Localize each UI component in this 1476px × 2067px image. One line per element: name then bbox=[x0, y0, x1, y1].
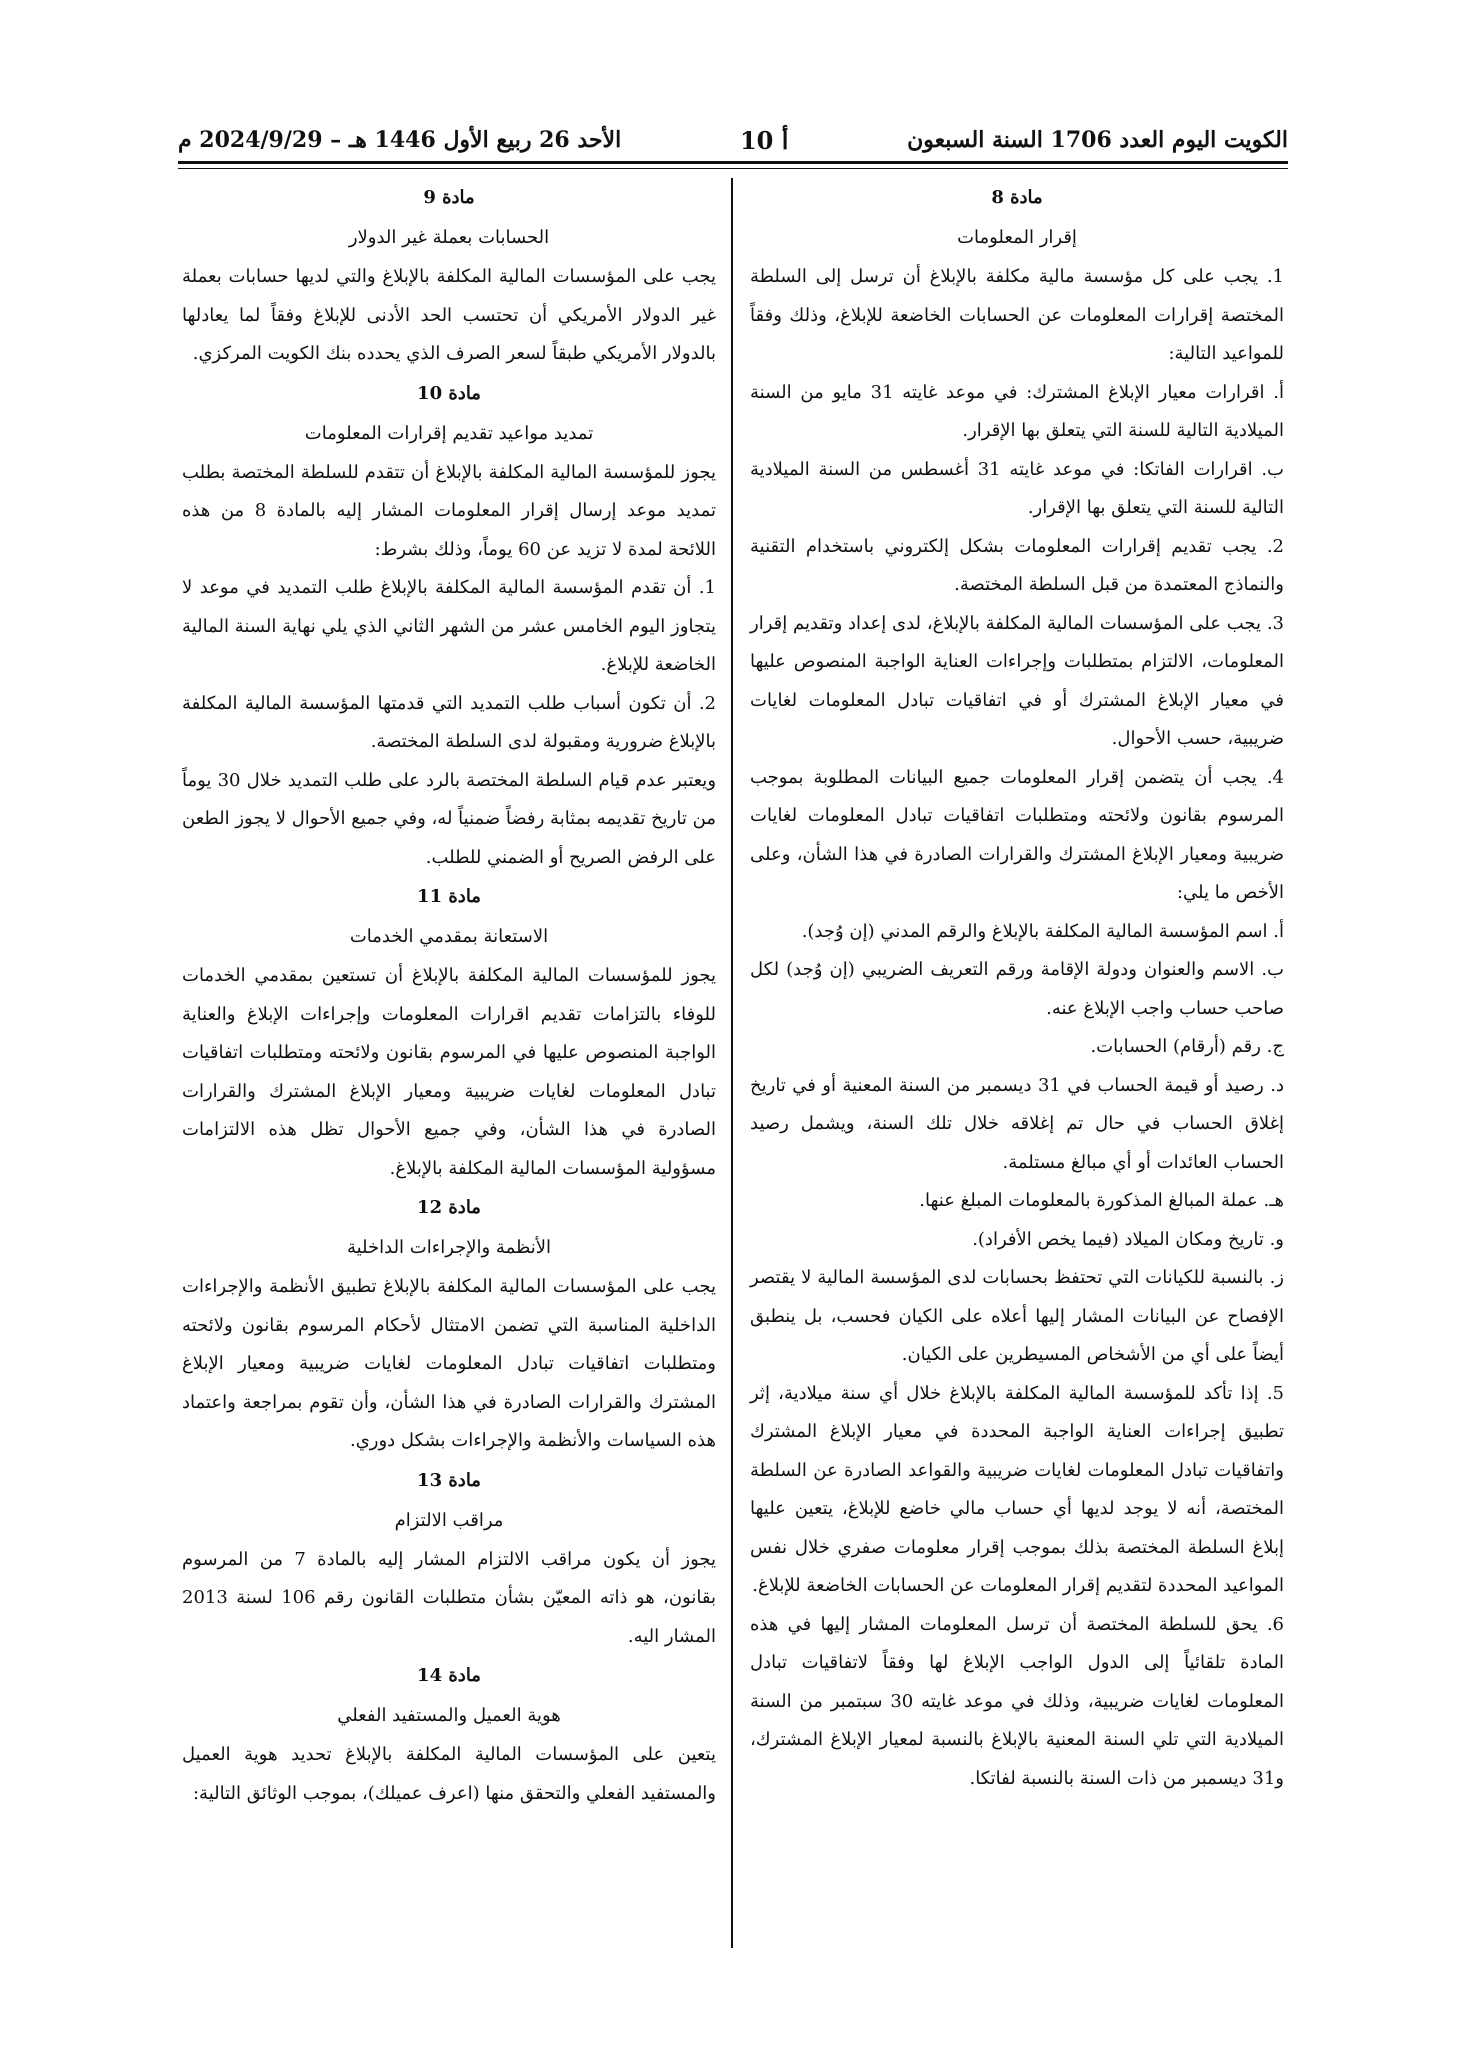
article-paragraph: 5. إذا تأكد للمؤسسة المالية المكلفة بالإبلاغ خلال أي سنة ميلادية، إثر تطبيق إجراءات العناية الواجبة المحددة في معيار الإبلاغ المشترك واتفاقيات تبادل المعلومات لغايات ضريبية والقواعد الصادرة عن السلطة المختصة، أنه لا يوجد لديها أي حساب مالي خاضع للإبلاغ، يتعين عليها إبلاغ السلطة المختصة بذلك بموجب إقرار معلومات صفري خلال نفس المواعيد المحددة لتقديم إقرار المعلومات عن الحسابات الخاضعة للإبلاغ. bbox=[750, 1382, 1284, 1596]
article-paragraph: أ. اقرارات معيار الإبلاغ المشترك: في موعد غايته 31 مايو من السنة الميلادية التالية للسنة التي يتعلق بها الإقرار. bbox=[750, 381, 1284, 441]
left-column bbox=[178, 178, 716, 1968]
article-paragraph: ويعتبر عدم قيام السلطة المختصة بالرد على طلب التمديد خلال 30 يوماً من تاريخ تقديمه بمثابة رفضاً ضمنياً له، وفي جميع الأحوال لا يجوز الطعن على الرفض الصريح أو الضمني للطلب. bbox=[182, 769, 717, 868]
article-paragraph: 4. يجب أن يتضمن إقرار المعلومات جميع البيانات المطلوبة بموجب المرسوم بقانون ولائحته ومتطلبات اتفاقيات تبادل المعلومات لغايات ضريبية ومعيار الإبلاغ المشترك والقرارات الصادرة في هذا الشأن، وعلى الأخص ما يلي: bbox=[750, 766, 1284, 903]
article-heading: إقرار المعلومات bbox=[957, 227, 1077, 248]
issue-info: الكويت اليوم العدد 1706 السنة السبعون bbox=[907, 127, 1288, 153]
article-paragraph: يجب على المؤسسات المالية المكلفة بالإبلاغ والتي لديها حسابات بعملة غير الدولار الأمريكي أن تحتسب الحد الأدنى للإبلاغ وفقاً لما يعادلها بالدولار الأمريكي طبقاً لسعر الصرف الذي يحدده بنك الكويت المركزي. bbox=[182, 266, 716, 364]
article-heading: الاستعانة بمقدمي الخدمات bbox=[349, 926, 549, 947]
article-paragraph: 3. يجب على المؤسسات المالية المكلفة بالإبلاغ، لدى إعداد وتقديم إقرار المعلومات، الالتزام بمتطلبات وإجراءات العناية الواجبة المنصوص عليها في معيار الإبلاغ المشترك أو في اتفاقيات تبادل المعلومات لغايات ضريبية، حسب الأحوال. bbox=[750, 612, 1284, 749]
article-paragraph: يجوز للمؤسسات المالية المكلفة بالإبلاغ أن تستعين بمقدمي الخدمات للوفاء بالتزامات تقديم اقرارات المعلومات وإجراءات الإبلاغ والعناية الواجبة المنصوص عليها في المرسوم بقانون ولائحته ومتطلبات اتفاقيات تبادل المعلومات لغايات ضريبية ومعيار الإبلاغ المشترك والقرارات الصادرة في هذا الشأن، وفي جميع الأحوال تظل هذه الالتزامات مسؤولية المؤسسات المالية المكلفة بالإبلاغ. bbox=[182, 965, 716, 1179]
page-header bbox=[178, 118, 1288, 162]
article-paragraph: ز. بالنسبة للكيانات التي تحتفظ بحسابات لدى المؤسسة المالية لا يقتصر الإفصاح عن البيانات المشار إليها أعلاه على الكيان فحسب، بل ينطبق أيضاً على أي من الأشخاص المسيطرين على الكيان. bbox=[750, 1267, 1284, 1365]
article-number: مادة 9 bbox=[423, 187, 475, 208]
article-paragraph: 1. أن تقدم المؤسسة المالية المكلفة بالإبلاغ طلب التمديد في موعد لا يتجاوز اليوم الخامس عشر من الشهر الثاني الذي يلي نهاية السنة المالية الخاضعة للإبلاغ. bbox=[182, 577, 716, 675]
article-number: مادة 8 bbox=[991, 187, 1043, 208]
header-rule-thin bbox=[178, 168, 1288, 169]
article-number: مادة 14 bbox=[417, 1665, 481, 1686]
article-number: مادة 11 bbox=[417, 886, 481, 907]
article-paragraph: ب. الاسم والعنوان ودولة الإقامة ورقم التعريف الضريبي (إن وُجد) لكل صاحب حساب واجب الإبلاغ عنه. bbox=[750, 959, 1284, 1019]
article-paragraph: يجوز أن يكون مراقب الالتزام المشار إليه بالمادة 7 من المرسوم بقانون، هو ذاته المعيّن بشأن متطلبات القانون رقم 106 لسنة 2013 المشار اليه. bbox=[182, 1548, 717, 1647]
article-paragraph: هـ. عملة المبالغ المذكورة بالمعلومات المبلغ عنها. bbox=[919, 1190, 1284, 1211]
header-rule bbox=[178, 161, 1288, 164]
article-paragraph: ب. اقرارات الفاتكا: في موعد غايته 31 أغسطس من السنة الميلادية التالية للسنة التي يتعلق بها الإقرار. bbox=[750, 458, 1284, 518]
article-heading: مراقب الالتزام bbox=[394, 1509, 504, 1531]
article-paragraph: يجب على المؤسسات المالية المكلفة بالإبلاغ تطبيق الأنظمة والإجراءات الداخلية المناسبة التي تضمن الامتثال لأحكام المرسوم بقانون ولائحته ومتطلبات اتفاقيات تبادل المعلومات لغايات ضريبية ومعيار الإبلاغ المشترك والقرارات الصادرة في هذا الشأن، وأن تقوم بمراجعة واعتماد هذه السياسات والأنظمة والإجراءات بشكل دوري. bbox=[182, 1276, 716, 1451]
page-number: أ 10 bbox=[739, 125, 789, 155]
article-paragraph: يتعين على المؤسسات المالية المكلفة بالإبلاغ تحديد هوية العميل والمستفيد الفعلي والتحقق منها (اعرف عميلك)، بموجب الوثائق التالية: bbox=[182, 1744, 716, 1804]
article-paragraph: يجوز للمؤسسة المالية المكلفة بالإبلاغ أن تتقدم للسلطة المختصة بطلب تمديد موعد إرسال إقرار المعلومات المشار إليه بالمادة 8 من هذه اللائحة لمدة لا تزيد عن 60 يوماً، وذلك بشرط: bbox=[182, 461, 716, 560]
article-paragraph: د. رصيد أو قيمة الحساب في 31 ديسمبر من السنة المعنية أو في تاريخ إغلاق الحساب في حال تم إغلاقه خلال تلك السنة، ويشمل رصيد الحساب العائدات أو أي مبالغ مستلمة. bbox=[750, 1074, 1284, 1173]
article-number: مادة 13 bbox=[417, 1469, 481, 1491]
article-paragraph: 2. يجب تقديم إقرارات المعلومات بشكل إلكتروني باستخدام التقنية والنماذج المعتمدة من قبل السلطة المختصة. bbox=[750, 535, 1284, 595]
article-paragraph: 2. أن تكون أسباب طلب التمديد التي قدمتها المؤسسة المالية المكلفة بالإبلاغ ضرورية ومقبولة لدى السلطة المختصة. bbox=[182, 692, 716, 752]
article-paragraph: أ. اسم المؤسسة المالية المكلفة بالإبلاغ والرقم المدني (إن وُجد). bbox=[801, 920, 1284, 942]
issue-date: الأحد 26 ربيع الأول 1446 هـ – 2024/9/29 م bbox=[178, 127, 622, 153]
article-paragraph: 6. يحق للسلطة المختصة أن ترسل المعلومات المشار إليها في هذه المادة تلقائياً إلى الدول الواجب الإبلاغ لها وفقاً لاتفاقيات تبادل المعلومات لغايات ضريبية، وذلك في موعد غايته 30 سبتمبر من السنة الميلادية التي تلي السنة المعنية بالإبلاغ بالنسبة لمعيار الإبلاغ المشترك، و31 ديسمبر من ذات السنة بالنسبة لفاتكا. bbox=[750, 1613, 1285, 1789]
article-paragraph: ج. رقم (أرقام) الحسابات. bbox=[1090, 1036, 1284, 1057]
article-heading: الحسابات بعملة غير الدولار bbox=[348, 227, 550, 248]
article-heading: تمديد مواعيد تقديم إقرارات المعلومات bbox=[304, 422, 594, 444]
article-heading: الأنظمة والإجراءات الداخلية bbox=[346, 1237, 552, 1258]
right-column bbox=[750, 178, 1288, 1968]
article-number: مادة 12 bbox=[417, 1197, 481, 1218]
article-number: مادة 10 bbox=[417, 382, 481, 404]
article-paragraph: 1. يجب على كل مؤسسة مالية مكلفة بالإبلاغ أن ترسل إلى السلطة المختصة إقرارات المعلومات عن الحسابات الخاضعة للإبلاغ، وذلك وفقاً للمواعيد التالية: bbox=[750, 266, 1284, 364]
columns bbox=[178, 178, 1288, 1968]
article-paragraph: و. تاريخ ومكان الميلاد (فيما يخص الأفراد). bbox=[972, 1228, 1284, 1250]
article-heading: هوية العميل والمستفيد الفعلي bbox=[337, 1705, 561, 1726]
